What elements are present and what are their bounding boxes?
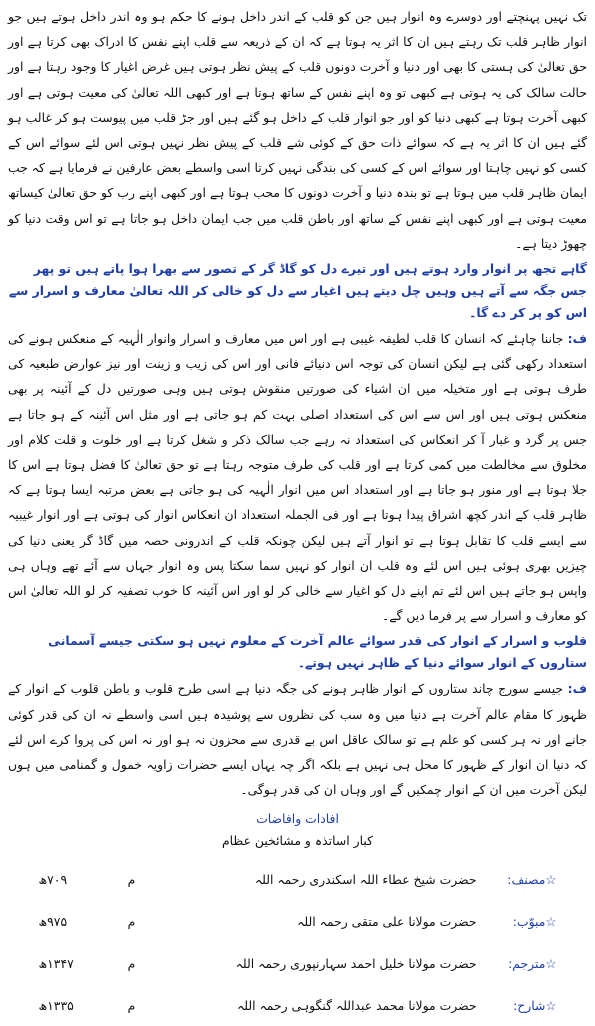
paragraph-3-text: جیسے سورج چاند ستاروں کے انوار ظاہر ہونے کی جگہ دنیا ہے اسی طرح قلوب و باطن قلوب کے انوار کے ظہور کا مقام عالم آخرت ہے دنیا میں وہ سب کی نظروں سے پوشیدہ ہیں اسی واسطے نہ ان کی قدر کوئی جانے اور نہ ہر کسی کو علم ہے تو سالک عاقل اس بے قدری سے محزون نہ ہو اور نہ اس کی پروا کرے اس لئے کہ دنیا ان انوار کے ظہور کا محل ہی نہیں ہے بلکہ اگر چہ یہاں ایسے حضرات زاویہ خمول و گمنامی میں ہوں لیکن آخرت میں ان کے انوار چمکیں گے اور وہاں ان کی قدر ہوگی۔: [8, 681, 587, 798]
credits-subtitle: کبار اساتذہ و مشائخین عظام: [221, 833, 374, 849]
paragraph-2-label: ف:: [567, 331, 587, 347]
credit-role-label: شارح:: [513, 997, 546, 1013]
credit-role: [478, 942, 558, 984]
credit-row: [38, 942, 558, 984]
paragraph-2: [8, 326, 587, 628]
credit-name: حضرت مولانا محمد عبداللہ گنگوہی رحمہ اللہ: [237, 997, 477, 1013]
star-icon: ☆: [545, 997, 557, 1013]
credit-name: حضرت مولانا علی متقی رحمہ اللہ: [297, 913, 477, 929]
star-icon: ☆: [545, 955, 557, 971]
credit-role: [478, 984, 558, 1026]
credit-death-marker: م: [127, 997, 136, 1013]
credit-death-marker: م: [127, 955, 136, 971]
star-icon: ☆: [545, 913, 557, 929]
paragraph-3: [8, 676, 587, 802]
star-icon: ☆: [545, 871, 557, 887]
credit-role-label: مبوّب:: [512, 913, 546, 929]
credit-year: ۹۷۵ھ: [38, 913, 68, 929]
credit-name: حضرت مولانا خلیل احمد سہارنپوری رحمہ اللہ: [235, 955, 477, 971]
credit-role-label: مصنف:: [507, 871, 546, 887]
credit-role-label: مترجم:: [508, 955, 546, 971]
paragraph-3-label: ف:: [567, 681, 587, 697]
credits-table: [38, 858, 558, 1026]
credit-role: [478, 858, 558, 900]
heading-2: قلوب و اسرار کے انوار کی قدر سوائے عالم آخرت کے معلوم نہیں ہو سکتی جیسے آسمانی ستاروں کے انوار سوائے دنیا کے ظاہر نہیں ہوتے۔: [48, 633, 587, 671]
credit-row: [38, 858, 558, 900]
credit-role: [478, 900, 558, 942]
credit-year: ۱۳۳۵ھ: [38, 997, 74, 1013]
credit-row: [38, 984, 558, 1026]
paragraph-1: [8, 4, 587, 256]
paragraph-1-text: تک نہیں پہنچتے اور دوسرے وہ انوار ہیں جن کو قلب کے اندر داخل ہونے کا حکم ہو وہ اندر داخل ہوتے ہیں جو انوار ظاہر قلب تک رہتے ہیں ان کا اثر یہ ہوتا ہے کہ ان کے ذریعہ سے قلب اپنے نفس کا ادراک بھی کرتا ہے اور حق تعالیٰ کی ہستی کا بھی اور دنیا و آخرت دونوں قلب کے پیش نظر ہوتی ہیں غرض اغیار کا وجود رہتا ہے اور حالت سالک کی یہ ہوتی ہے کبھی تو وہ اپنے نفس کے ساتھ ہوتا ہے اور کبھی اللہ تعالیٰ کی معیت ہوتی ہے اور کبھی آخرت ہوتا ہے کبھی دنیا کو اور جو انوار قلب کے داخل ہو گئے ہیں اور جڑ قلب میں پیوست ہو کر غالب ہو گئے ہیں ان کا اثر یہ ہے کہ سوائے ذات حق کے کوئی شے قلب کے پیش نظر نہیں ہوتی اس لئے سوائے اس کے کسی کو نہیں چاہتا اور سوائے اس کے کسی کی بندگی نہیں کرتا اسی واسطے بعض عارفین نے فرمایا ہے کہ جب ایمان ظاہر قلب میں ہوتا ہے تو بندہ دنیا و آخرت دونوں کا محب ہوتا ہے اور کبھی اپنے رب کو حق تعالیٰ کیساتھ معیت ہوتی ہے اور کبھی اپنے نفس کے ساتھ اور باطن قلب میں جب ایمان داخل ہو جاتا ہے تو اس وقت دنیا کو چھوڑ دیتا ہے۔: [8, 9, 587, 251]
credit-death-marker: م: [127, 913, 136, 929]
credit-year: ۱۳۴۷ھ: [38, 955, 74, 971]
credits-title: افادات وافاضات: [256, 811, 339, 827]
credit-death-marker: م: [127, 871, 136, 887]
heading-1: گاہے تجھ پر انوار وارد ہوتے ہیں اور تیرے دل کو گاڈ گر کے تصور سے بھرا ہوا پاتے ہیں تو پھر جس جگہ سے آتے ہیں وہیں چل دیتے ہیں اغیار سے دل کو خالی کر اللہ تعالیٰ معارف و اسرار سے اس کو پر کر دے گا۔: [8, 261, 587, 321]
credit-row: [38, 900, 558, 942]
credit-name: حضرت شیخ عطاء اللہ اسکندری رحمہ اللہ: [254, 871, 477, 887]
credits-block: [8, 808, 587, 852]
paragraph-2-text: جاننا چاہئے کہ انسان کا قلب لطیفہ غیبی ہے اور اس میں معارف و اسرار وانوار الٰہیہ کے منعکس ہونے کی استعداد رکھی گئی ہے لیکن انسان کی توجہ اس دنیائے فانی اور اس کی زیب و زینت اور نیز عوارض طبعیہ کی طرف ہوتی ہے اور متخیلہ میں ان اشیاء کی صورتیں منقوش ہوتی ہیں وہی صورتیں دل کے آئینہ پر بھی منعکس ہوتی ہیں اور اس سے اس کی استعداد اصلی بہت کم ہو جاتی ہے اور مثل اس آئینہ کے ہو جاتا ہے جس پر گرد و غبار آ کر انعکاس کی استعداد نہ رہے جب سالک ذکر و شغل کرتا ہے اور خلوت و قلت کلام اور مخلوق سے مخالطت میں کمی کرتا ہے اور قلب کی طرف متوجہ رہتا ہے تو حق تعالیٰ کا فضل ہوتا ہے اس کا جلا ہوتا ہے اور منور ہو جاتا ہے اور استعداد اس میں انوار الٰہیہ کی ہو جاتی ہے بعض مرتبہ ایسا ہوتا ہے کہ ظاہر قلب کے اندر کچھ اشراق پیدا ہوتا ہے اور فی الجملہ استعداد ان انعکاس انوار کی ہوتی ہے اور انوار غیبیہ سے ایسے قلب کا تقابل ہوتا ہے تو انوار آتے ہیں لیکن چونکہ قلب کے اندرونی حصہ میں گاڈ گر یعنی دنیا کی چیزیں بھری ہوئی ہیں اس لئے وہ قلب ان انوار کو نہیں سما سکتا پس وہ انوار جہاں سے آئے تھے وہاں ہی واپس ہو جاتے ہیں اس لئے تم اپنے دل کو اغیار سے خالی کر لو اور اس آئینہ کا خوب تصفیہ کر لو اللہ تعالیٰ اس کو معارف و اسرار سے پر فرما دیں گے۔: [8, 331, 587, 624]
credit-year: ۷۰۹ھ: [38, 871, 68, 887]
